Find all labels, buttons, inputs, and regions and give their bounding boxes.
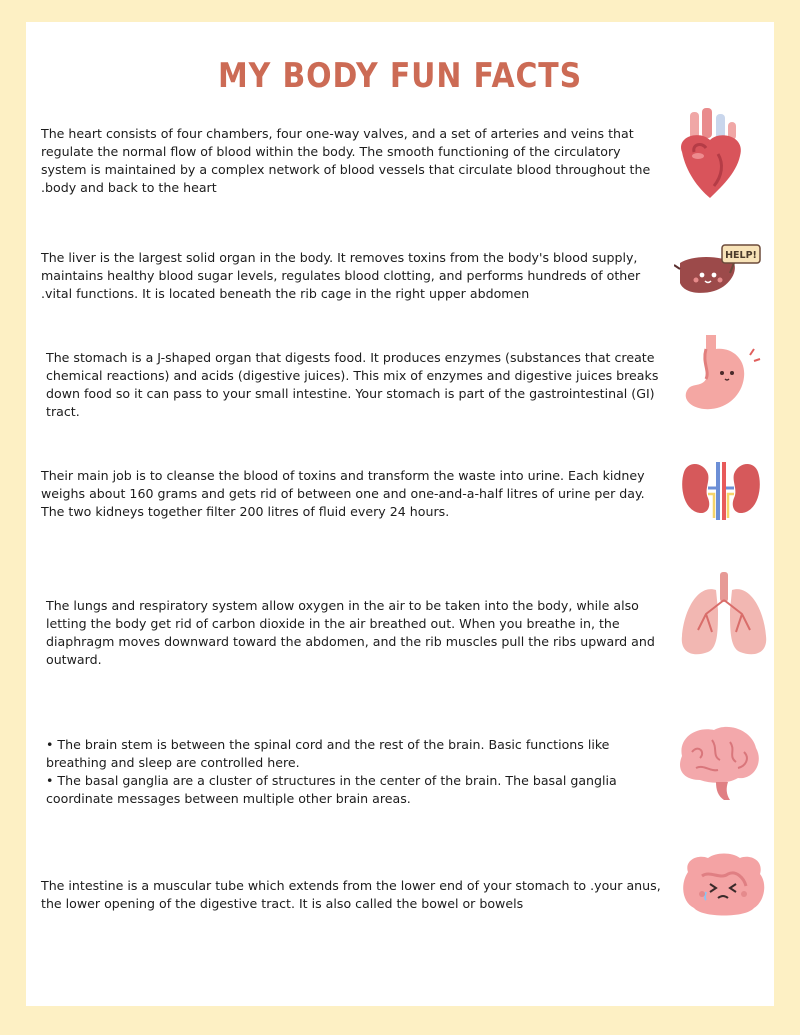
liver-fact-text: The liver is the largest solid organ in the body. It removes toxins from the body's blood supply, maintains healthy blood sugar levels, regulates blood clotting, and performs hundreds of other .vital functions. It is located beneath the rib cage in the right upper abdomen [41, 250, 641, 301]
stomach-icon [680, 333, 764, 413]
liver-badge-text: HELP! [725, 250, 757, 261]
kidneys-fact-text: Their main job is to cleanse the blood of toxins and transform the waste into urine. Each kidney weighs about 160 grams and gets rid of between one and one-and-a-half litres of urine per day. The two kidneys together filter 200 litres of fluid every 24 hours. [41, 468, 645, 519]
kidneys-fact [41, 467, 661, 521]
heart-fact [41, 125, 661, 197]
kidneys-icon [678, 458, 764, 520]
intestine-icon [676, 852, 772, 922]
page-title: MY BODY FUN FACTS [217, 56, 583, 96]
heart-fact-text: The heart consists of four chambers, four one-way valves, and a set of arteries and veins that regulate the normal flow of blood within the body. The smooth functioning of the circulatory system is maintained by a complex network of blood vessels that circulate blood throughout the .body and back to the heart [41, 126, 651, 195]
liver-icon [674, 243, 764, 301]
intestine-fact-text: The intestine is a muscular tube which extends from the lower end of your stomach to .your anus, the lower opening of the digestive tract. It is also called the bowel or bowels [41, 878, 661, 911]
stomach-fact-text: The stomach is a J-shaped organ that digests food. It produces enzymes (substances that create chemical reactions) and acids (digestive juices). This mix of enzymes and digestive juices breaks down food so it can pass to your small intestine. Your stomach is part of the gastrointestinal (GI) tract. [46, 350, 659, 419]
heart-icon [672, 108, 748, 200]
stomach-fact [46, 349, 666, 421]
lungs-fact [46, 597, 666, 669]
liver-fact [41, 249, 661, 303]
lungs-icon [678, 570, 770, 660]
lungs-fact-text: The lungs and respiratory system allow oxygen in the air to be taken into the body, while also letting the body get rid of carbon dioxide in the air breathed out. When you breathe in, the diaphragm moves downward toward the abdomen, and the rib muscles pull the ribs upward and outward. [46, 598, 655, 667]
intestine-fact [41, 877, 661, 913]
brain-icon [672, 722, 764, 802]
brain-fact-line-2: • The basal ganglia are a cluster of structures in the center of the brain. The basal ganglia coordinate messages between multiple other brain areas. [46, 773, 617, 806]
brain-fact [46, 736, 666, 808]
brain-fact-line-1: • The brain stem is between the spinal cord and the rest of the brain. Basic functions like breathing and sleep are controlled here. [46, 737, 610, 770]
